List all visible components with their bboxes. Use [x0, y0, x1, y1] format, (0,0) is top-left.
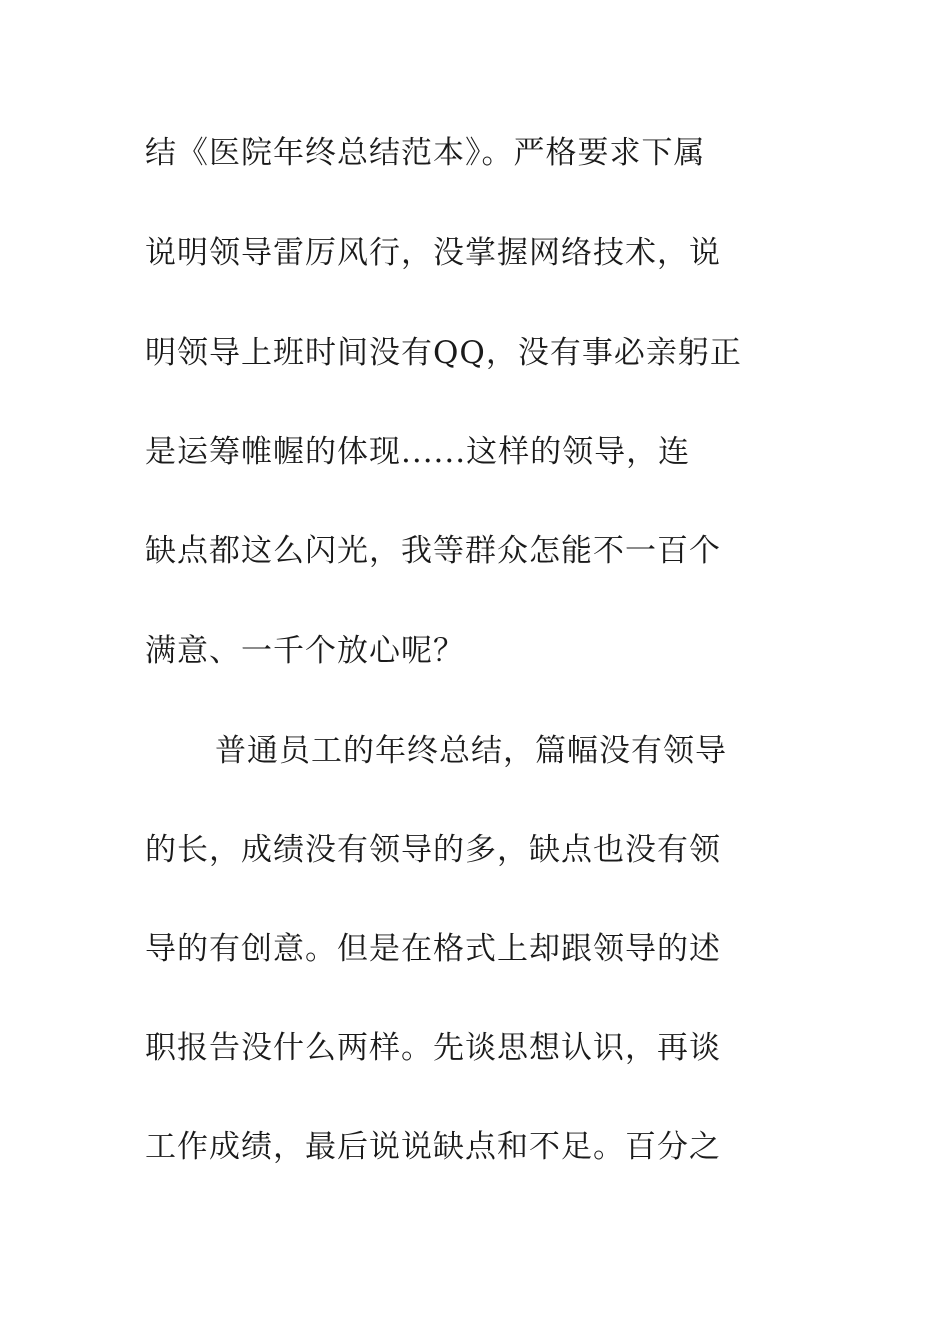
text-line: 结《医院年终总结范本》。严格要求下属	[145, 135, 706, 171]
text-line: 职报告没什么两样。先谈思想认识，再谈	[145, 1030, 721, 1066]
text-line: 说明领导雷厉风行，没掌握网络技术，说	[145, 235, 721, 271]
text-line: 的长，成绩没有领导的多，缺点也没有领	[145, 832, 721, 868]
text-line: 明领导上班时间没有QQ，没有事必亲躬正	[145, 335, 742, 371]
text-line: 缺点都这么闪光，我等群众怎能不一百个	[145, 533, 721, 569]
text-line: 导的有创意。但是在格式上却跟领导的述	[145, 931, 721, 967]
paragraph-first-line: 普通员工的年终总结，篇幅没有领导	[215, 733, 727, 769]
text-line: 工作成绩，最后说说缺点和不足。百分之	[145, 1129, 721, 1165]
text-line: 满意、一千个放心呢？	[145, 633, 465, 669]
text-line: 是运筹帷幄的体现......这样的领导，连	[145, 434, 691, 470]
